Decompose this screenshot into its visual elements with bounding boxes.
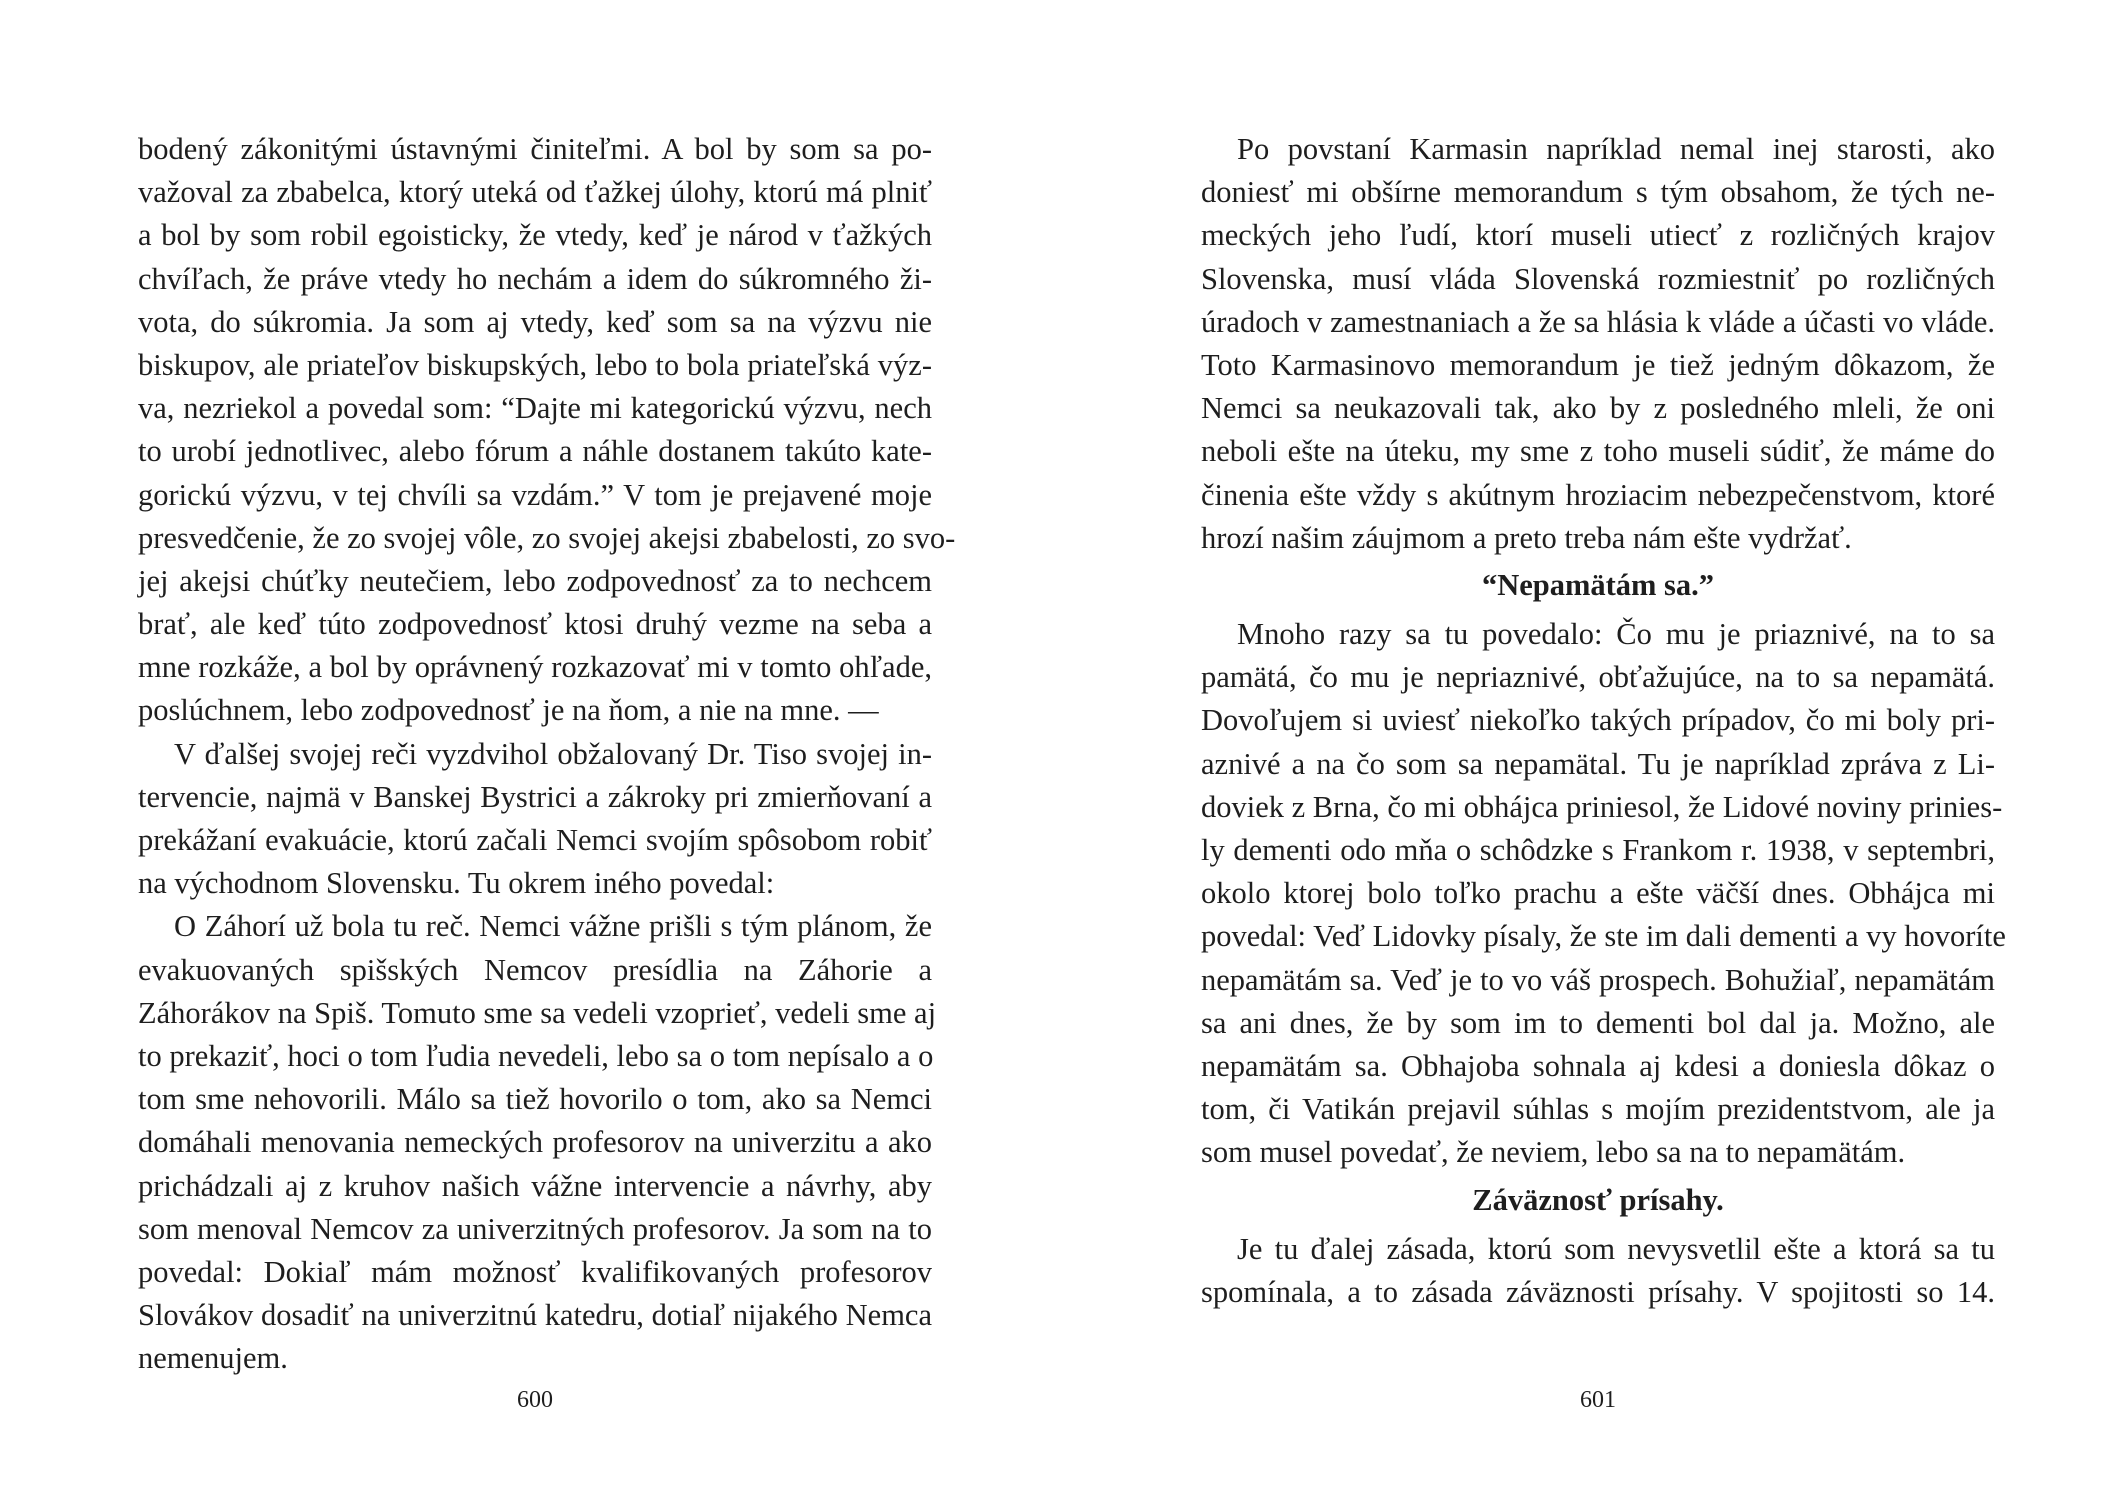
section-heading: “Nepamätám sa.”	[1481, 567, 1715, 602]
text-line: Nemci sa neukazovali tak, ako by z posledného mleli, že oni	[1201, 391, 1995, 426]
text-line: prichádzali aj z kruhov našich vážne intervencie a návrhy, aby	[138, 1168, 932, 1203]
text-line: Slovákov dosadiť na univerzitnú katedru, dotiaľ nijakého Nemca	[138, 1298, 932, 1333]
text-line: biskupov, ale priateľov biskupských, lebo to bola priateľská výz-	[138, 347, 932, 382]
text-line: brať, ale keď túto zodpovednosť ktosi druhý vezme na seba a	[138, 607, 932, 642]
text-line: doviek z Brna, čo mi obhájca priniesol, že Lidové noviny prinies-	[1201, 789, 2003, 824]
text-line: mne rozkáže, a bol by oprávnený rozkazovať mi v tomto ohľade,	[138, 650, 932, 685]
text-line: vota, do súkromia. Ja som aj vtedy, keď som sa na výzvu nie	[138, 304, 932, 339]
text-line: úradoch v zamestnaniach a že sa hlásia k vláde a účasti vo vláde.	[1201, 304, 1995, 339]
text-line: poslúchnem, lebo zodpovednosť je na ňom, a nie na mne. —	[138, 693, 879, 728]
text-line: povedal: Veď Lidovky písaly, že ste im dali dementi a vy hovoríte	[1201, 919, 2006, 954]
text-line: chvíľach, že práve vtedy ho nechám a idem do súkromného ži-	[138, 261, 932, 296]
section-heading: Záväznosť prísahy.	[1472, 1182, 1724, 1217]
right-page-body	[1201, 128, 2006, 1314]
text-line: tom sme nehovorili. Málo sa tiež hovorilo o tom, ako sa Nemci	[138, 1082, 932, 1117]
text-line: činenia ešte vždy s akútnym hroziacim nebezpečenstvom, ktoré	[1201, 477, 1995, 512]
text-line: O Záhorí už bola tu reč. Nemci vážne prišli s tým plánom, že	[174, 909, 932, 944]
text-line: Mnoho razy sa tu povedalo: Čo mu je priaznivé, na to sa	[1237, 617, 1995, 652]
text-line: doniesť mi obšírne memorandum s tým obsahom, že tých ne-	[1201, 175, 1995, 210]
text-line: okolo ktorej bolo toľko prachu a ešte väčší dnes. Obhájca mi	[1201, 876, 1995, 911]
left-page-body	[138, 128, 956, 1380]
text-line: Toto Karmasinovo memorandum je tiež jedným dôkazom, že	[1201, 347, 1995, 382]
text-line: prekážaní evakuácie, ktorú začali Nemci svojím spôsobom robiť	[138, 823, 932, 857]
text-line: meckých jeho ľudí, ktorí museli utiecť z rozličných krajov	[1201, 218, 1995, 253]
text-line: presvedčenie, že zo svojej vôle, zo svojej akejsi zbabelosti, zo svo-	[138, 520, 956, 555]
text-line: a bol by som robil egoisticky, že vtedy, keď je národ v ťažkých	[138, 218, 932, 253]
text-line: som menoval Nemcov za univerzitných profesorov. Ja som na to	[138, 1211, 932, 1246]
text-line: to prekaziť, hoci o tom ľudia nevedeli, lebo sa o tom nepísalo a o	[138, 1038, 934, 1073]
page-number-right: 601	[1580, 1387, 1616, 1413]
text-line: aznivé a na čo som sa nepamätal. Tu je napríklad zpráva z Li-	[1201, 746, 1995, 781]
page-number-left: 600	[517, 1387, 553, 1413]
text-line: jej akejsi chúťky neutečiem, lebo zodpovednosť za to nechcem	[138, 563, 932, 598]
text-line: na východnom Slovensku. Tu okrem iného povedal:	[138, 866, 775, 901]
text-line: Po povstaní Karmasin napríklad nemal inej starosti, ako	[1237, 132, 1995, 166]
text-line: som musel povedať, že neviem, lebo sa na to nepamätám.	[1201, 1135, 1906, 1170]
text-line: spomínala, a to zásada záväznosti prísahy. V spojitosti so 14.	[1201, 1274, 1995, 1309]
text-line: nemenujem.	[138, 1341, 288, 1376]
text-line: V ďalšej svojej reči vyzdvihol obžalovaný Dr. Tiso svojej in-	[174, 736, 932, 771]
text-line: tervencie, najmä v Banskej Bystrici a zákroky pri zmierňovaní a	[138, 779, 932, 814]
text-line: bodený zákonitými ústavnými činiteľmi. A bol by som sa po-	[138, 132, 932, 166]
text-line: sa ani dnes, že by som im to dementi bol dal ja. Možno, ale	[1201, 1005, 1995, 1040]
text-line: hrozí našim záujmom a preto treba nám ešte vydržať.	[1201, 520, 1852, 555]
text-line: va, nezriekol a povedal som: “Dajte mi kategorickú výzvu, nech	[138, 391, 932, 426]
text-line: Dovoľujem si uviesť niekoľko takých prípadov, čo mi boly pri-	[1201, 703, 1995, 738]
text-line: to urobí jednotlivec, alebo fórum a náhle dostanem takúto kate-	[138, 434, 932, 469]
text-line: povedal: Dokiaľ mám možnosť kvalifikovaných profesorov	[138, 1254, 932, 1289]
text-line: Záhorákov na Spiš. Tomuto sme sa vedeli vzoprieť, vedeli sme aj	[138, 995, 937, 1030]
text-line: evakuovaných spišských Nemcov presídlia na Záhorie a	[138, 952, 932, 987]
text-line: pamätá, čo mu je nepriaznivé, obťažujúce, na to sa nepamätá.	[1201, 660, 1995, 695]
text-line: važoval za zbabelca, ktorý uteká od ťažkej úlohy, ktorú má plniť	[138, 175, 932, 210]
text-line: gorickú výzvu, v tej chvíli sa vzdám.” V tom je prejavené moje	[138, 477, 932, 512]
text-line: nepamätám sa. Obhajoba sohnala aj kdesi a doniesla dôkaz o	[1201, 1048, 1995, 1083]
text-line: neboli ešte na úteku, my sme z toho museli súdiť, že máme do	[1201, 434, 1995, 469]
text-line: ly dementi odo mňa o schôdzke s Frankom r. 1938, v septembri,	[1201, 833, 1995, 867]
text-line: nepamätám sa. Veď je to vo váš prospech. Bohužiaľ, nepamätám	[1201, 962, 1995, 997]
text-line: Slovenska, musí vláda Slovenská rozmiestniť po rozličných	[1201, 261, 1995, 296]
text-line: domáhali menovania nemeckých profesorov na univerzitu a ako	[138, 1125, 932, 1160]
text-line: Je tu ďalej zásada, ktorú som nevysvetlil ešte a ktorá sa tu	[1237, 1231, 1995, 1266]
text-line: tom, či Vatikán prejavil súhlas s mojím prezidentstvom, ale ja	[1201, 1092, 1995, 1127]
